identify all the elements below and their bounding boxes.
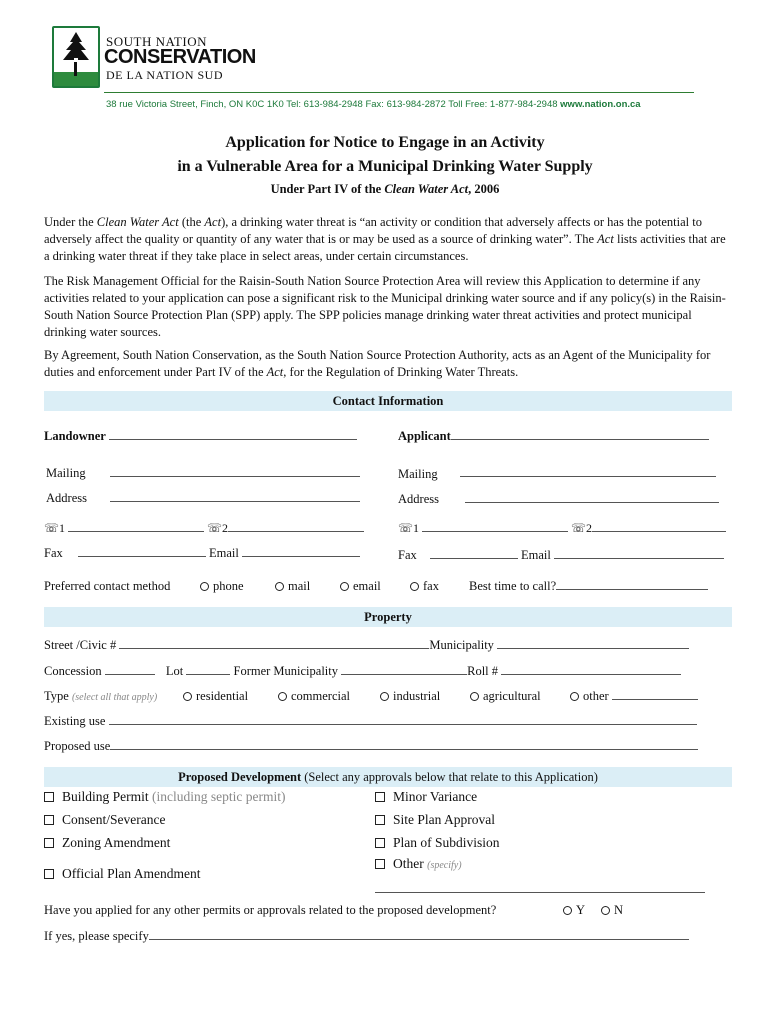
title-line1: Application for Notice to Engage in an Activity [225,134,545,151]
radio-circle-icon[interactable] [470,692,479,701]
type-row [44,689,157,704]
agreement-paragraph [44,347,730,381]
proposed-use-row [44,739,698,754]
radio-circle-icon[interactable] [570,692,579,701]
landowner-address-input[interactable] [110,491,360,506]
existing-use-label: Existing use [44,714,106,728]
cb-site-plan[interactable] [375,812,495,828]
checkbox-icon[interactable] [375,792,385,802]
p1-d: Act [204,215,222,229]
landowner-label: Landowner [44,429,106,443]
applicant-mailing [398,467,438,482]
applicant-address-line[interactable] [465,492,719,503]
radio-circle-icon[interactable] [340,582,349,591]
landowner-phone2-input[interactable] [228,521,364,532]
commercial-label: commercial [291,689,350,703]
street-input[interactable] [119,638,429,649]
former-municipality-input[interactable] [341,664,467,675]
radio-fax[interactable] [410,579,439,594]
radio-circle-icon[interactable] [183,692,192,701]
site-plan-label: Site Plan Approval [393,812,495,827]
existing-use-input[interactable] [109,714,697,725]
applicant-label: Applicant [398,429,451,443]
phone-icon: ☏ [398,521,414,535]
radio-circle-icon[interactable] [601,906,610,915]
radio-email-label: email [353,579,381,593]
p3-b: Act [266,365,284,379]
checkbox-icon[interactable] [375,859,385,869]
radio-email[interactable] [340,579,381,594]
other-type-input[interactable] [612,689,698,700]
existing-use-row [44,714,697,729]
applicant-field[interactable] [398,429,709,444]
p1-a: Under the [44,215,97,229]
applicant-address-input[interactable] [465,492,719,507]
applicant-email-input[interactable] [554,548,724,559]
landowner-fax-email [44,546,360,561]
concession-input[interactable] [105,664,155,675]
best-time-label: Best time to call? [469,579,557,593]
p1-g: lists activities that are a drinking water threat if they take place in select areas, under certain circumstances. [44,232,726,263]
subtitle-prefix: Under Part IV of the [270,182,385,196]
landowner-address [46,491,87,506]
cb-other[interactable] [375,856,462,872]
phone-icon: ☏ [207,521,223,535]
lot-label: Lot [165,664,184,678]
cb-subdivision[interactable] [375,835,500,851]
other-label: other [583,689,609,703]
phone1-label: 1 [413,521,420,535]
checkbox-residential[interactable] [183,689,248,704]
landowner-phone1-input[interactable] [68,521,204,532]
best-time-input[interactable] [556,579,708,590]
other-dev-line[interactable] [375,882,705,893]
header-address [106,99,641,110]
checkbox-icon[interactable] [44,815,54,825]
radio-circle-icon[interactable] [275,582,284,591]
p1-f: Act [597,232,614,246]
fax-label: Fax [44,546,63,560]
email-label: Email [209,546,239,560]
other-dev-label: Other [393,856,424,871]
address-label: Address [398,492,439,506]
p3-a: By Agreement, South Nation Conservation, as the South Nation Source Protection Authority, acts as an Agent of the Municipality for duties and enforcement under Part IV of the [44,348,711,379]
landowner-fax-input[interactable] [78,546,206,557]
official-plan-label: Official Plan Amendment [62,866,201,881]
other-dev-input[interactable] [375,882,705,897]
landowner-mailing-input[interactable] [110,466,360,481]
p1-e: ), a drinking water threat is “an activity or condition that adversely affects or has the potential to adversely affect the quality or quantity of any water that is or may be used as a source of drinking water”. The [44,215,702,246]
radio-circle-icon[interactable] [380,692,389,701]
roll-label: Roll # [467,664,499,678]
proposed-use-input[interactable] [110,739,698,750]
agricultural-label: agricultural [483,689,541,703]
checkbox-icon[interactable] [375,838,385,848]
radio-phone[interactable] [200,579,244,594]
residential-label: residential [196,689,249,703]
roll-input[interactable] [501,664,681,675]
subdivision-label: Plan of Subdivision [393,835,500,850]
preferred-label: Preferred contact method [44,579,171,593]
applicant-mailing-input[interactable] [460,466,716,481]
development-heading-bold: Proposed Development [178,770,302,784]
specify-row [44,929,689,944]
development-heading-note: (Select any approvals below that relate to this Application) [301,770,598,784]
cb-consent[interactable] [44,812,165,828]
header-divider [104,92,694,93]
phone2-label: 2 [222,521,229,535]
landowner-mailing [46,466,86,481]
checkbox-icon[interactable] [44,792,54,802]
checkbox-icon[interactable] [375,815,385,825]
mailing-label: Mailing [46,466,86,480]
minor-variance-label: Minor Variance [393,789,478,804]
landowner-field[interactable] [44,429,357,444]
applicant-fax-email [398,548,724,563]
yes-label: Y [576,903,586,917]
preferred-contact [44,579,170,594]
other-permits-question [44,903,496,918]
building-permit-label: Building Permit [62,789,149,804]
best-time-field [469,579,708,594]
radio-mail[interactable] [275,579,310,594]
intro-paragraph [44,214,730,265]
subtitle-suffix: , 2006 [468,182,500,196]
industrial-label: industrial [393,689,441,703]
landowner-input[interactable] [109,429,357,440]
logo [52,26,100,88]
radio-circle-icon[interactable] [278,692,287,701]
email-label: Email [521,548,551,562]
development-section-heading [44,767,732,787]
phone-icon: ☏ [571,521,587,535]
radio-fax-label: fax [423,579,439,593]
p1-c: (the [178,215,205,229]
landowner-email-input[interactable] [242,546,360,557]
cb-minor-variance[interactable] [375,789,477,805]
fax-label: Fax [398,548,417,562]
specify-input[interactable] [149,929,689,940]
subtitle [0,182,770,197]
subtitle-act: Clean Water Act [384,182,469,196]
former-municipality-label: Former Municipality [233,664,338,678]
consent-label: Consent/Severance [62,812,166,827]
lot-input[interactable] [186,664,230,675]
phone-icon: ☏ [44,521,60,535]
applicant-phone2-input[interactable] [592,521,726,532]
title-line2: in a Vulnerable Area for a Municipal Drinking Water Supply [177,158,593,175]
radio-yes[interactable] [563,903,585,918]
cb-building-permit[interactable] [44,789,285,805]
landowner-phones [44,521,364,536]
org-name-line3: DE LA NATION SUD [106,68,223,82]
radio-circle-icon[interactable] [410,582,419,591]
cb-official-plan[interactable] [44,866,200,882]
applicant-phone1-input[interactable] [422,521,568,532]
zoning-label: Zoning Amendment [62,835,171,850]
applicant-fax-input[interactable] [430,548,518,559]
review-paragraph: The Risk Management Official for the Raisin-South Nation Source Protection Area will review this Application to determine if any activities related to your application can pose a significant risk to the Municipal drinking water source and if any policy(s) in the Raisin-South Nation Source Protection Plan (SPP) apply. The SPP policies manage drinking water threat activities and protect municipal drinking water sources. [44,274,726,339]
p1-b: Clean Water Act [96,215,179,229]
applicant-phones [398,521,726,536]
municipality-input[interactable] [497,638,689,649]
landowner-mailing-line[interactable] [110,466,360,477]
proposed-use-label: Proposed use [44,739,111,753]
mailing-label: Mailing [398,467,438,481]
no-label: N [614,903,624,917]
radio-mail-label: mail [288,579,311,593]
applicant-input[interactable] [451,429,709,440]
cb-zoning[interactable] [44,835,170,851]
website-link[interactable]: www.nation.on.ca [560,99,641,110]
question-label: Have you applied for any other permits or approvals related to the proposed development? [44,903,497,917]
applicant-mailing-line[interactable] [460,466,716,477]
municipality-label: Municipality [429,638,494,652]
checkbox-icon[interactable] [44,838,54,848]
contact-section-heading: Contact Information [44,391,732,411]
building-permit-note: (including septic permit) [152,789,286,804]
p3-c: , for the Regulation of Drinking Water Threats. [283,365,519,379]
address-label: Address [46,491,87,505]
other-dev-note: (specify) [427,860,462,871]
tree-logo-icon [54,28,98,86]
org-name-line1: SOUTH NATION [106,34,207,49]
street-municipality-row [44,638,689,653]
org-name-line2: CONSERVATION [104,46,256,68]
checkbox-commercial[interactable] [278,689,350,704]
phone1-label: 1 [59,521,66,535]
radio-circle-icon[interactable] [563,906,572,915]
radio-circle-icon[interactable] [200,582,209,591]
checkbox-other[interactable] [570,689,698,704]
radio-phone-label: phone [213,579,244,593]
type-label: Type [44,689,69,703]
radio-no[interactable] [601,903,623,918]
address-text: 38 rue Victoria Street, Finch, ON K0C 1K0 Tel: 613-984-2948 Fax: 613-984-2872 Toll Free: 1-877-984-2948 [106,99,558,110]
concession-label: Concession [44,664,102,678]
applicant-address [398,492,439,507]
checkbox-agricultural[interactable] [470,689,541,704]
checkbox-industrial[interactable] [380,689,440,704]
concession-row [44,664,681,679]
type-note: (select all that apply) [71,692,158,703]
property-section-heading: Property [44,607,732,627]
phone2-label: 2 [586,521,593,535]
street-label: Street /Civic # [44,638,117,652]
checkbox-icon[interactable] [44,869,54,879]
landowner-address-line[interactable] [110,491,360,502]
specify-label: If yes, please specify [44,929,149,943]
